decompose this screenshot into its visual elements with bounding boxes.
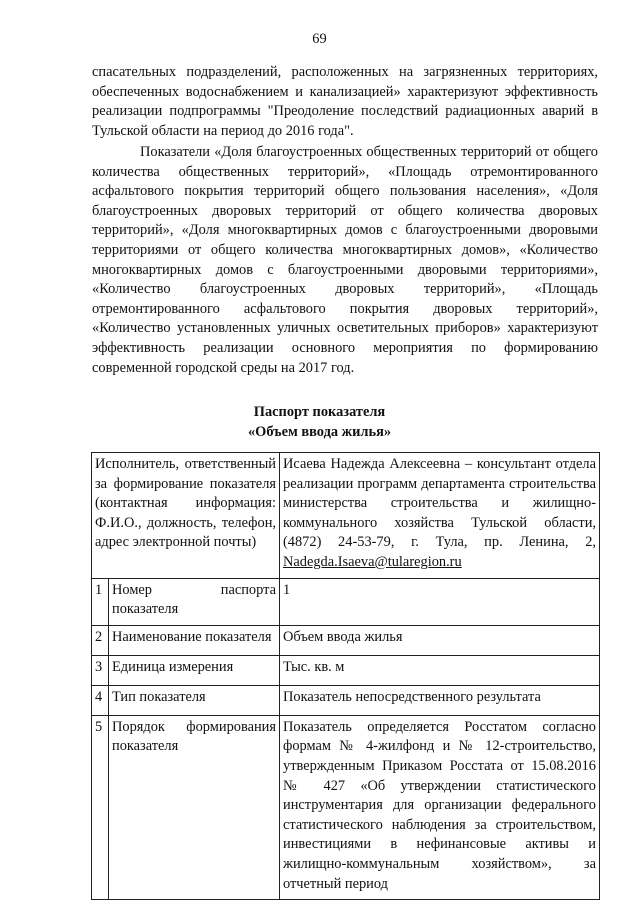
passport-title-line-2: «Объем ввода жилья» [247,424,392,440]
passport-title-line-1: Паспорт показателя [253,404,386,420]
row-number: 4 [92,685,109,715]
table-row [92,715,600,899]
table-row [92,578,600,625]
executor-contact: Исаева Надежда Алексеевна – консультант отдела реализации программ департамента строительства министерства строительства и жилищно-коммунального хозяйства Тульской области, (4872) 24-53-79, г. Тула, пр. Ленина, 2, [283,456,596,551]
row-value: Показатель непосредственного результата [280,685,600,715]
table-row [92,685,600,715]
row-number: 2 [92,625,109,655]
row-number: 3 [92,655,109,685]
passport-table [91,452,600,900]
row-value: Объем ввода жилья [280,625,600,655]
row-label: Номер паспорта показателя [109,578,280,625]
row-label: Единица измерения [109,655,280,685]
executor-value [280,453,600,579]
row-label: Тип показателя [109,685,280,715]
row-number: 5 [92,715,109,899]
table-row [92,655,600,685]
executor-email[interactable]: Nadegda.Isaeva@tularegion.ru [283,553,462,570]
row-value: Тыс. кв. м [280,655,600,685]
paragraph-2: Показатели «Доля благоустроенных общественных территорий от общего количества общественных территорий», «Площадь отремонтированного асфальтового покрытия территорий общего пользования населения», «Доля благоустроенных дворовых территорий от общего количества дворовых территорий», «Доля многоквартирных домов с благоустроенными дворовыми территориями от общего количества многоквартирных домов», «Количество многоквартирных домов с благоустроенными дворовыми территориями», «Количество благоустроенных дворовых территорий», «Площадь отремонтированного асфальтового покрытия дворовых территорий», «Количество установленных уличных осветительных приборов» характеризуют эффективность реализации основного мероприятия по формированию современной городской среды на 2017 год. [92,144,598,376]
passport-title [0,403,639,443]
row-label: Наименование показателя [109,625,280,655]
page-number: 69 [312,31,327,47]
row-number: 1 [92,578,109,625]
row-value: 1 [280,578,600,625]
row-value: Показатель определяется Росстатом согласно формам № 4-жилфонд и № 12-строительство, утвержденным Приказом Росстата от 15.08.2016 № 427 «Об утверждении статистического инструментария для организации федерального статистического наблюдения за строительством, инвестициями в нефинансовые активы и жилищно-коммунальным хозяйством», за отчетный период [280,715,600,899]
paragraph-1: спасательных подразделений, расположенных на загрязненных территориях, обеспеченных водоснабжением и канализацией» характеризуют эффективность реализации подпрограммы "Преодоление последствий радиационных аварий в Тульской области на период до 2016 года". [92,64,598,139]
row-label: Порядок формирования показателя [109,715,280,899]
table-row [92,625,600,655]
table-row-executor [92,453,600,579]
executor-label: Исполнитель, ответственный за формирование показателя (контактная информация: Ф.И.О., должность, телефон, адрес электронной почты) [92,453,280,579]
